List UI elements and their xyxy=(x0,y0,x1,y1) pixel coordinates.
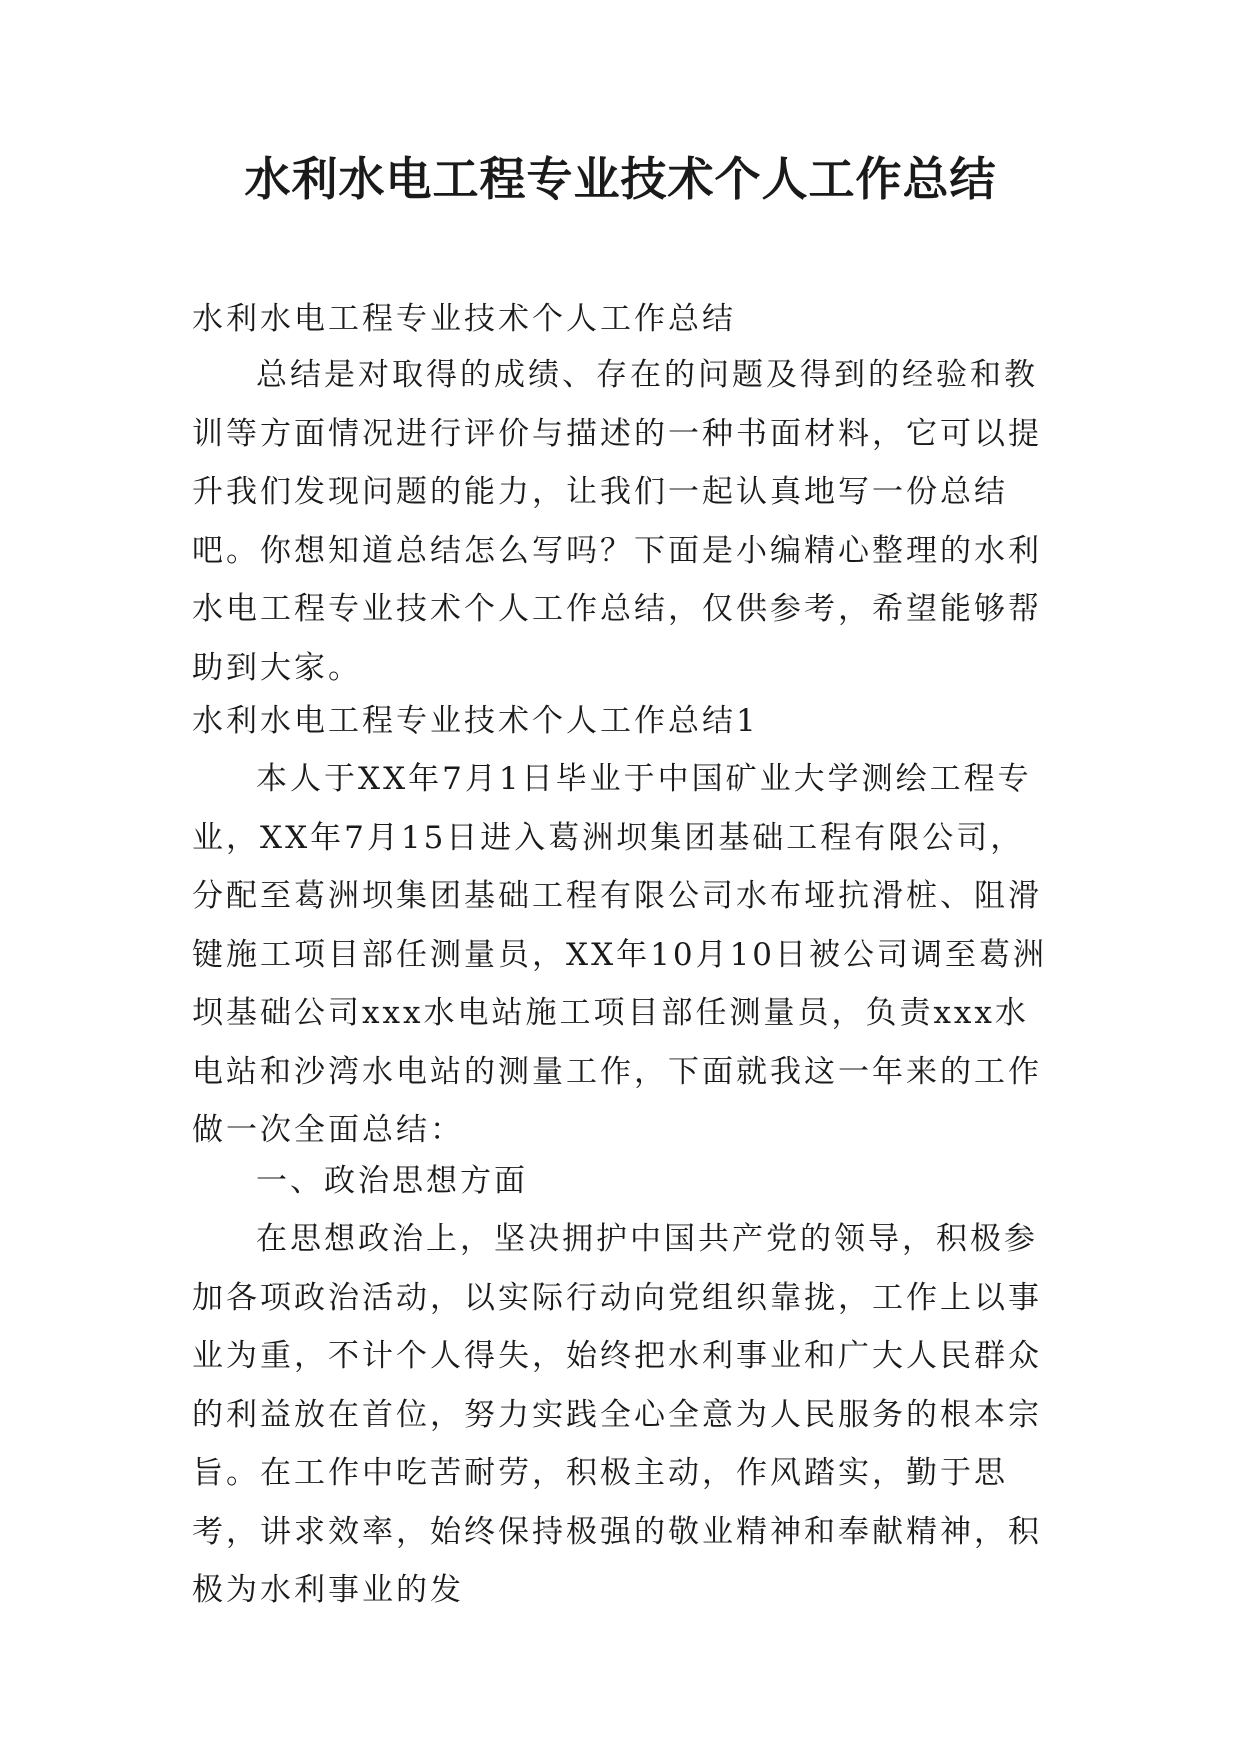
intro-paragraph: 总结是对取得的成绩、存在的问题及得到的经验和教训等方面情况进行评价与描述的一种书面材料，它可以提升我们发现问题的能力，让我们一起认真地写一份总结吧。你想知道总结怎么写吗？下面是小编精心整理的水利水电工程专业技术个人工作总结，仅供参考，希望能够帮助到大家。 xyxy=(192,357,1042,686)
document-subtitle: 水利水电工程专业技术个人工作总结 xyxy=(192,301,736,337)
document-title: 水利水电工程专业技术个人工作总结 xyxy=(244,152,997,206)
body-paragraph: 在思想政治上，坚决拥护中国共产党的领导，积极参加各项政治活动，以实际行动向党组织靠拢，工作上以事业为重，不计个人得失，始终把水利事业和广大人民群众的利益放在首位，努力实践全心全意为人民服务的根本宗旨。在工作中吃苦耐劳，积极主动，作风踏实，勤于思考，讲求效率，始终保持极强的敬业精神和奉献精神，积极为水利事业的发 xyxy=(192,1221,1042,1608)
body-paragraph: 本人于XX年7月1日毕业于中国矿业大学测绘工程专业，XX年7月15日进入葛洲坝集团基础工程有限公司，分配至葛洲坝集团基础工程有限公司水布垭抗滑桩、阻滑键施工项目部任测量员，XX年10月10日被公司调至葛洲坝基础公司xxx水电站施工项目部任测量员，负责xxx水电站和沙湾水电站的测量工作，下面就我这一年来的工作做一次全面总结： xyxy=(192,761,1048,1148)
section-title: 水利水电工程专业技术个人工作总结1 xyxy=(192,703,759,739)
section-heading: 一、政治思想方面 xyxy=(256,1163,528,1199)
